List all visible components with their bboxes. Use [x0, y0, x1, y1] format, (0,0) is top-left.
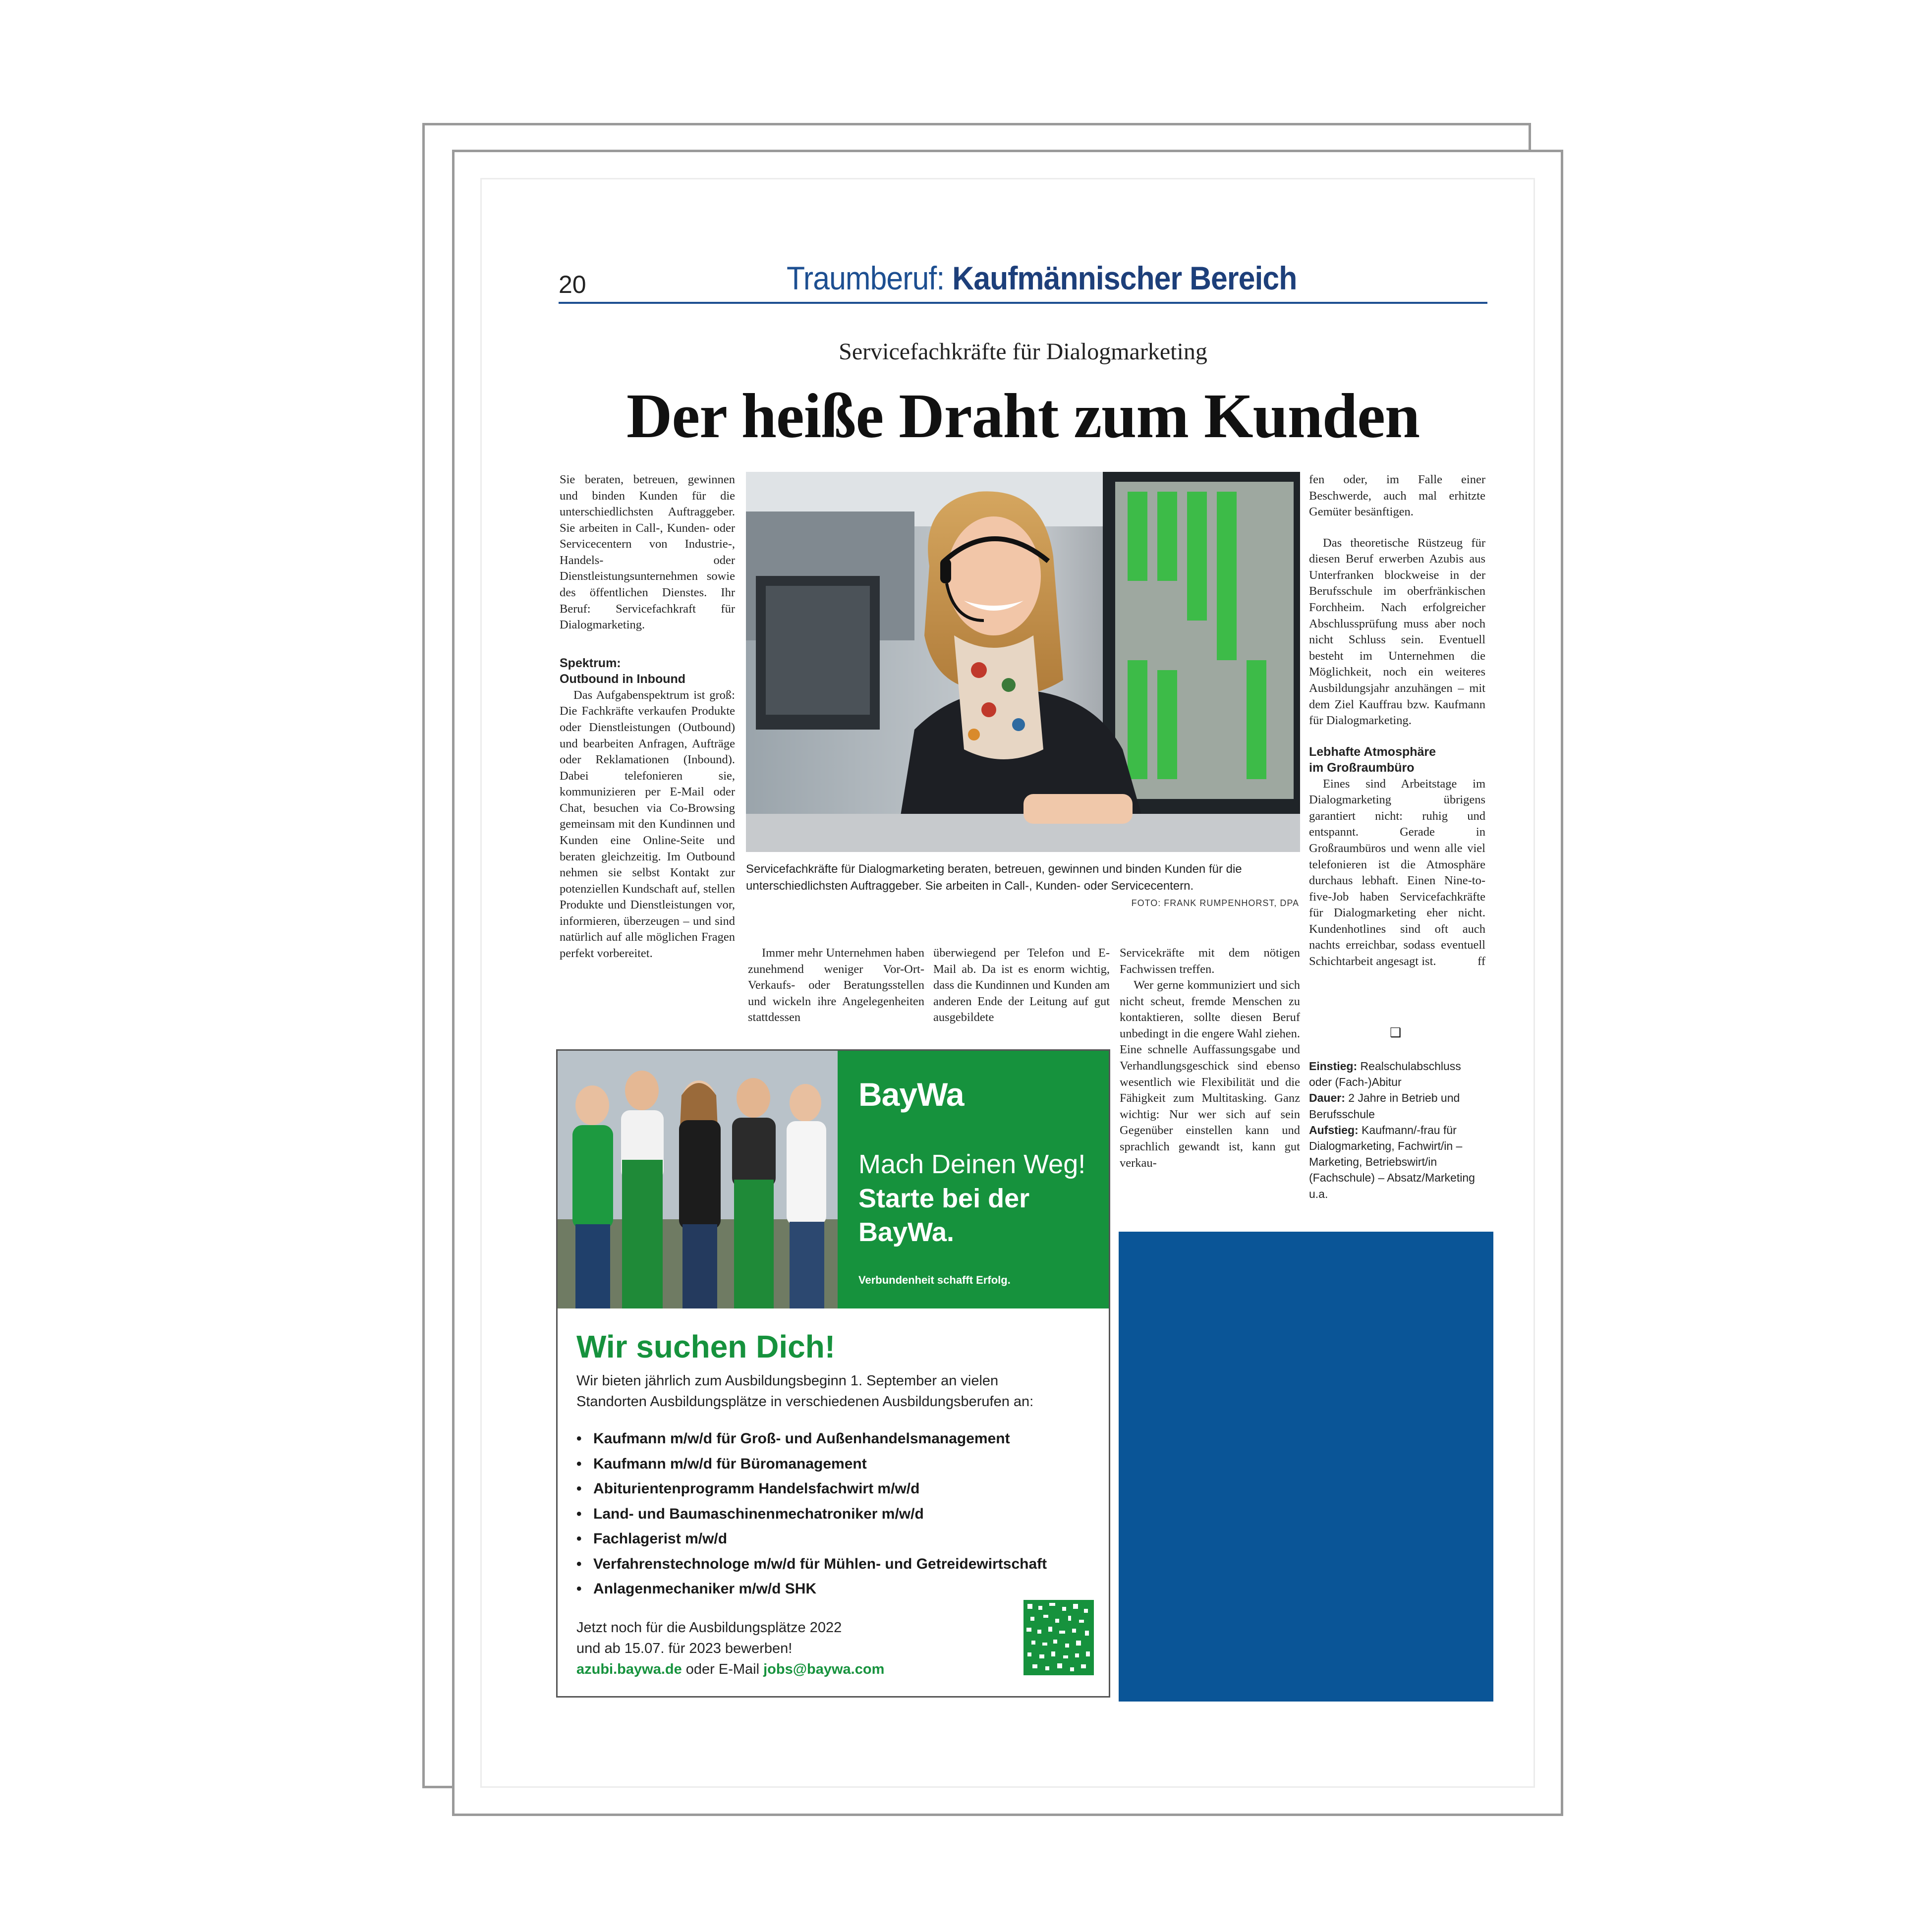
paragraph: Sie beraten, betreuen, gewinnen und binden Kunden für die unterschiedlichsten Auftraggeber. Sie arbeiten in Call-, Kunden- oder Servicecentern von Industrie-, Handels- oder Dienstleistungsunternehmen sowie des öffentlichen Dienstes. Ihr Beruf: Servicefachkraft für Dialogmarketing.	[560, 473, 735, 632]
blue-ad-block	[1119, 1232, 1493, 1702]
article-headline: Der heiße Draht zum Kunden	[626, 381, 1420, 451]
apprentices-group-image	[558, 1051, 838, 1308]
ad-email-link[interactable]: jobs@baywa.com	[763, 1661, 885, 1678]
subheading	[1309, 744, 1485, 776]
info-value: Realschulabschluss oder (Fach-)Abitur	[1309, 1060, 1461, 1089]
photo-caption: Servicefachkräfte für Dialogmarketing beraten, betreuen, gewinnen und binden Kunden für die unterschiedlichsten Auftraggeber. Sie arbeiten in Call-, Kunden- oder Servicecentern.	[746, 862, 1242, 893]
ad-intro: Wir bieten jährlich zum Ausbildungsbeginn 1. September an vielen Standorten Ausbildungsplätze in verschiedenen Ausbildungsberufen an:	[576, 1373, 1034, 1410]
paragraph-text: Eines sind Arbeitstage im Dialogmarketing übrigens garantiert nicht: ruhig und entspannt. Gerade in Großraumbüros und wenn alle viel telefonieren ist die Atmosphäre durchaus lebhaft. Einen Nine-to-five-Job haben Servicefachkräfte für Dialogmarketing eher nicht. Kundenhotlines sind oft auch nachts erreichbar, sodass eventuell Schichtarbeit angesagt ist.	[1309, 777, 1485, 968]
header-rule	[559, 302, 1487, 304]
cta-line: und ab 15.07. für 2023 bewerben!	[576, 1641, 793, 1657]
ad-tagline: Verbundenheit schafft Erfolg.	[858, 1274, 1011, 1286]
cta-contact	[576, 1659, 963, 1680]
subheading-line: Lebhafte Atmosphäre	[1309, 744, 1436, 759]
paragraph: Das Aufgabenspektrum ist groß: Die Fachkräfte verkaufen Produkte oder Dienstleistungen (Outbound) und bearbeiten Anfragen, Aufträge oder Reklamationen (Inbound). Dabei telefonieren sie, kommunizieren per E-Mail oder Chat, besuchen via Co-Browsing gemeinsam mit den Kundinnen und Kunden eine Online-Seite und beraten gleichzeitig. Im Outbound nehmen sie selbst Kontakt zur potenziellen Kundschaft auf, stellen Produkte und Dienstleistungen vor, informieren, überzeugen – und sind natürlich auf alle möglichen Fragen perfekt vorbereitet.	[560, 688, 735, 961]
article-photo	[746, 472, 1300, 852]
call-center-agent-image	[746, 472, 1300, 852]
paragraph: überwiegend per Telefon und E-Mail ab. Da ist es enorm wichtig, dass die Kundinnen und Kunden am anderen Ende der Leitung auf gut ausgebildete	[933, 946, 1110, 1024]
info-label: Einstieg:	[1309, 1060, 1358, 1073]
article-column-1	[560, 472, 735, 962]
info-einstieg	[1309, 1058, 1485, 1090]
ad-photo	[558, 1051, 838, 1308]
list-item: • Verfahrenstechnologe m/w/d für Mühlen- und Getreidewirtschaft	[576, 1552, 1092, 1577]
qr-code-icon[interactable]	[1023, 1600, 1094, 1675]
paragraph: Wer gerne kommuniziert und sich nicht scheut, fremde Menschen zu kontaktieren, sollte diesen Beruf unbedingt in die engere Wahl ziehen. Eine schnelle Auffassungsgabe und Verhandlungsgeschick sind ebenso wesentlich wie Flexibilität und die Fähigkeit zum Multitasking. Ganz wichtig: Nur wer sich auf sein Gegenüber einstellen kann und sprachlich gewandt ist, kann gut verkau-	[1120, 978, 1300, 1170]
info-aufstieg	[1309, 1122, 1485, 1202]
paragraph: Servicekräfte mit dem nötigen Fachwissen treffen.	[1120, 946, 1300, 976]
subheading-line: Outbound in Inbound	[560, 672, 686, 686]
list-item: • Fachlagerist m/w/d	[576, 1527, 1092, 1552]
list-item: • Anlagenmechaniker m/w/d SHK	[576, 1577, 1092, 1602]
list-item: • Abiturientenprogramm Handelsfachwirt m/w/d	[576, 1477, 1092, 1502]
info-label: Dauer:	[1309, 1091, 1345, 1105]
section-name: Kaufmännischer Bereich	[952, 260, 1297, 296]
photo-credit: FOTO: FRANK RUMPENHORST, DPA	[1131, 898, 1299, 908]
ad-brand-panel	[838, 1051, 1110, 1308]
ad-positions-list	[576, 1426, 1092, 1602]
section-prefix: Traumberuf:	[787, 260, 945, 296]
baywa-advertisement	[556, 1049, 1110, 1698]
ad-url-link[interactable]: azubi.baywa.de	[576, 1661, 682, 1678]
paragraph: fen oder, im Falle einer Beschwerde, auch mal erhitzte Gemüter besänftigen.	[1309, 473, 1485, 519]
subheading-line: Spektrum:	[560, 656, 621, 670]
list-item: • Kaufmann m/w/d für Büromanagement	[576, 1452, 1092, 1477]
page-number: 20	[559, 271, 586, 298]
list-item: • Kaufmann m/w/d für Groß- und Außenhandelsmanagement	[576, 1426, 1092, 1452]
ad-slogan-line1: Mach Deinen Weg!	[858, 1149, 1086, 1179]
ad-slogan-line2: Starte bei der BayWa.	[858, 1184, 1030, 1247]
paragraph: Immer mehr Unternehmen haben zunehmend weniger Vor-Ort-Verkaufs- oder Beratungsstellen und wickeln ihre Angelegenheiten stattdessen	[748, 946, 924, 1024]
newspaper-page	[452, 150, 1563, 1816]
cta-connector: oder E-Mail	[682, 1661, 764, 1678]
ad-call-to-action	[576, 1617, 963, 1680]
info-label: Aufstieg:	[1309, 1123, 1359, 1136]
paragraph	[1309, 776, 1485, 970]
info-value: 2 Jahre in Betrieb und Berufsschule	[1309, 1091, 1460, 1121]
info-dauer	[1309, 1090, 1485, 1122]
paragraph: Das theoretische Rüstzeug für diesen Beruf erwerben Azubis aus Unterfranken blockweise in der Berufsschule im oberfränkischen Forchheim. Nach erfolgreicher Abschlussprüfung muss aber noch nicht Schluss sein. Eventuell besteht im Unternehmen die Möglichkeit, noch ein weiteres Ausbildungsjahr anzuhängen – mit dem Ziel Kauffrau bzw. Kaufmann für Dialogmarketing.	[1309, 536, 1485, 728]
spacer	[1309, 520, 1485, 535]
section-title	[787, 259, 1297, 297]
end-mark-icon: ❑	[1390, 1025, 1402, 1040]
info-value: Kaufmann/-frau für Dialogmarketing, Fachwirt/in – Marketing, Betriebswirt/in (Fachschule) – Absatz/Marketing u.a.	[1309, 1123, 1475, 1200]
cta-line: Jetzt noch für die Ausbildungsplätze 2022	[576, 1620, 842, 1636]
article-column-2	[748, 945, 924, 1026]
info-box	[1309, 1058, 1485, 1202]
subheading	[560, 655, 735, 687]
author-initials: ff	[1477, 955, 1485, 968]
list-item: • Land- und Baumaschinenmechatroniker m/w/d	[576, 1502, 1092, 1527]
baywa-logo: BayWa	[858, 1076, 964, 1113]
article-column-5	[1309, 472, 1485, 970]
article-column-3	[933, 945, 1110, 1026]
qr-pattern	[1023, 1600, 1094, 1675]
article-column-4	[1120, 945, 1300, 1171]
article-kicker: Servicefachkräfte für Dialogmarketing	[839, 339, 1207, 365]
subheading-line: im Großraumbüro	[1309, 761, 1415, 775]
ad-headline: Wir suchen Dich!	[576, 1329, 836, 1364]
